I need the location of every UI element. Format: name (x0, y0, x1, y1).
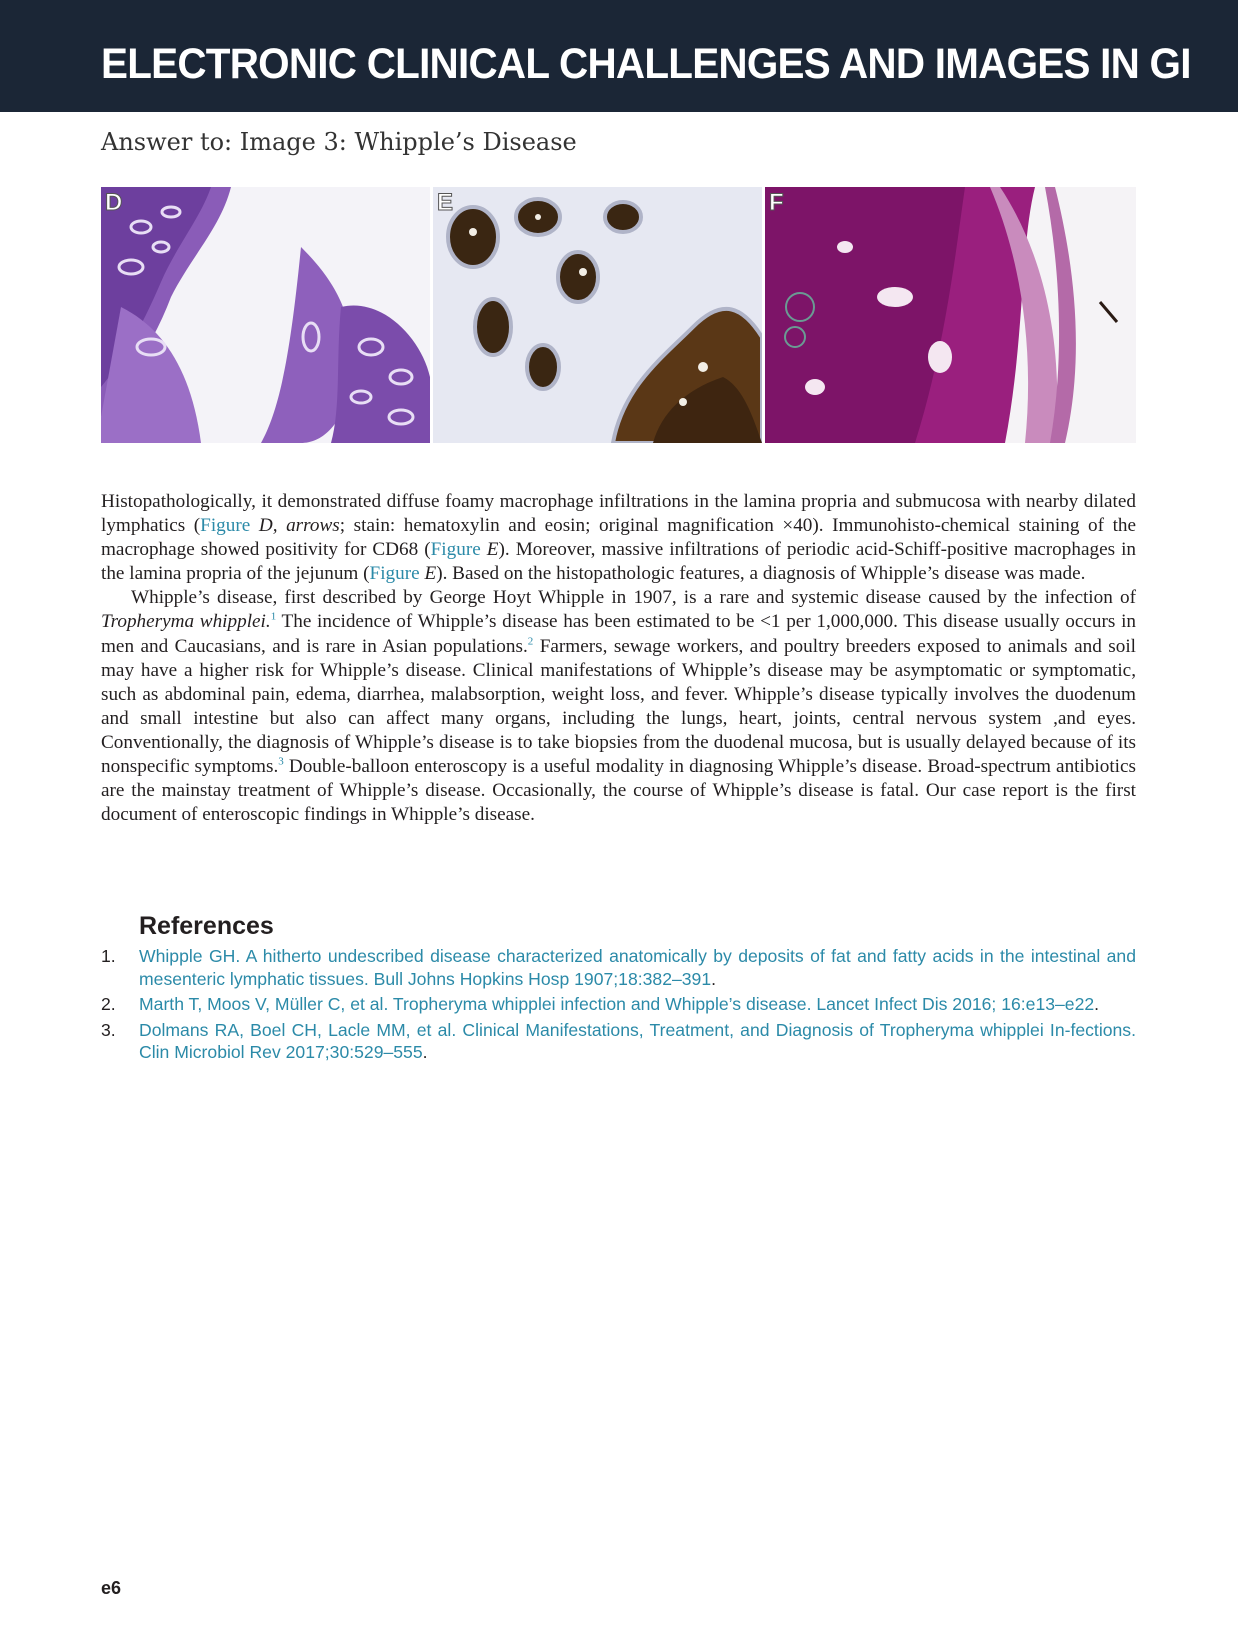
panel-label-d: D (105, 189, 123, 216)
text-segment: ). Based on the histopathologic features, a diagnosis of Whipple’s disease was made. (436, 563, 1086, 585)
figure-panels (101, 187, 1136, 443)
panel-label-e: E (437, 189, 454, 216)
header-banner (0, 0, 1238, 112)
figure-link[interactable]: Figure (369, 563, 420, 585)
paragraph-discussion (101, 586, 1136, 827)
histology-image-f (765, 187, 1136, 443)
text-segment: Farmers, sewage workers, and poultry breeders exposed to animals and soil may have a higher risk for Whipple’s disease. Clinical manifestations of Whipple’s disease may be asymptomatic or symptomatic, such as abdominal pain, edema, diarrhea, malabsorption, weight loss, and fever. Whipple’s disease typically involves the duodenum and small intestine but also can affect many organs, including the lungs, heart, joints, central nervous system ,and eyes. Conventionally, the diagnosis of Whipple’s disease is to take biopsies from the duodenal mucosa, but is usually delayed because of its nonspecific symptoms. (101, 635, 1136, 778)
figure-panel-e (433, 187, 762, 443)
citation-2[interactable]: 2 (527, 635, 534, 648)
reference-end: . (711, 968, 717, 989)
text-segment: Histopathologically, it demonstrated diffuse foamy macrophage infiltrations in the lamina propria and submucosa with nearby dilated lymphatics ( (101, 491, 1136, 537)
article-body (101, 490, 1136, 827)
paragraph-histopathology (101, 490, 1136, 586)
text-segment: The incidence of Whipple’s disease has been estimated to be <1 per 1,000,000. This disease usually occurs in men and Caucasians, and is rare in Asian populations. (101, 611, 1137, 657)
histology-image-d (101, 187, 430, 443)
page-number: e6 (101, 1578, 122, 1598)
text-segment (250, 515, 259, 536)
reference-link[interactable]: Whipple GH. A hitherto undescribed disease characterized anatomically by deposits of fat and fatty acids in the intestinal and mesenteric lymphatic tissues. Bull Johns Hopkins Hosp 1907;18:382–391 (139, 946, 1136, 989)
text-segment: Whipple’s disease, first described by George Hoyt Whipple in 1907, is a rare and systemic disease caused by the infection of (131, 587, 1136, 609)
reference-item (101, 993, 1136, 1016)
figure-link[interactable]: Figure (200, 515, 251, 537)
reference-number: 1. (101, 946, 116, 966)
figure-ref-d: D, arrows (258, 515, 340, 537)
text-segment: ). Moreover, massive infiltrations of periodic acid-Schiff-positive macrophages in the lamina propria of the jejunum ( (101, 539, 1137, 585)
reference-number: 2. (101, 994, 116, 1014)
histology-image-e (433, 187, 762, 443)
reference-end: . (422, 1042, 428, 1062)
reference-list (101, 945, 1136, 1067)
citation-1[interactable]: 1 (270, 611, 277, 624)
text-segment: ; stain: hematoxylin and eosin; original magnification ×40). Immunohisto-chemical staining of the macrophage showed positivity for CD68 ( (101, 515, 1137, 561)
reference-link[interactable]: Dolmans RA, Boel CH, Lacle MM, et al. Clinical Manifestations, Treatment, and Diagnosis of Tropheryma whipplei In-fections. Clin Microbiol Rev 2017;30:529–555 (139, 1019, 1136, 1062)
panel-label-f: F (769, 189, 784, 216)
figure-link[interactable]: Figure (430, 539, 481, 561)
citation-3[interactable]: 3 (278, 755, 284, 768)
figure-panel-f (765, 187, 1136, 443)
reference-item (101, 1019, 1136, 1064)
banner-title: ELECTRONIC CLINICAL CHALLENGES AND IMAGES IN GI (101, 40, 1191, 88)
answer-title: Answer to: Image 3: Whipple’s Disease (101, 128, 577, 156)
figure-ref-e: E (486, 539, 499, 561)
figure-ref-e: E (424, 563, 437, 585)
references-heading: References (139, 912, 274, 940)
reference-item (101, 945, 1136, 990)
figure-panel-d (101, 187, 430, 443)
reference-end: . (1094, 994, 1100, 1014)
text-segment: Double-balloon enteroscopy is a useful modality in diagnosing Whipple’s disease. Broad-spectrum antibiotics are the mainstay treatment of Whipple’s disease. Occasionally, the course of Whipple’s disease is fatal. Our case report is the first document of enteroscopic findings in Whipple’s disease. (101, 756, 1136, 826)
reference-link[interactable]: Marth T, Moos V, Müller C, et al. Tropheryma whipplei infection and Whipple’s disease. Lancet Infect Dis 2016; 16:e13–e22 (139, 994, 1095, 1014)
reference-number: 3. (101, 1019, 116, 1040)
species-name: Tropheryma whipplei. (101, 611, 271, 633)
